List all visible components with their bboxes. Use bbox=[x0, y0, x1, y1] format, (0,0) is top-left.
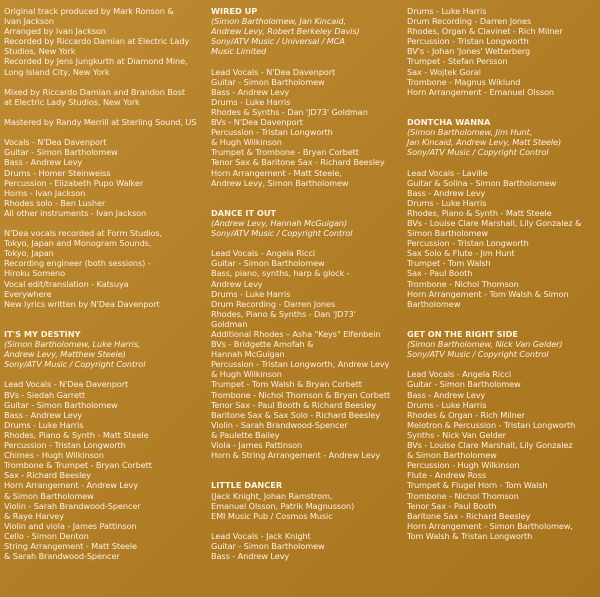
track-title: DANCE IT OUT bbox=[211, 207, 277, 218]
credit-line: Recorded by Jens Jungkurth at Diamond Mine, bbox=[4, 56, 188, 67]
writer-publisher-line: (Simon Bartholomew, Jan Kincaid, bbox=[211, 16, 346, 27]
credit-line: Cello - Simon Denton bbox=[4, 530, 89, 541]
line-spacer bbox=[211, 521, 403, 531]
credit-line: Tokyo, Japan bbox=[4, 248, 54, 259]
credit-line: Horn Arrangement - Tom Walsh & Simon bbox=[407, 288, 569, 299]
credit-line: & Raye Harvey bbox=[4, 510, 64, 521]
credit-line: Violin - Sarah Brandwood-Spencer bbox=[4, 500, 141, 511]
credit-line: Sax - Richard Beesley bbox=[4, 470, 91, 481]
credit-line: Horn Arrangement - Emanuel Olsson bbox=[407, 86, 554, 97]
line-spacer bbox=[407, 97, 597, 107]
writer-publisher-line: Jan Kincaid, Andrew Levy, Matt Steele) bbox=[407, 137, 562, 148]
credit-line: Rhodes, Piano & Synth - Matt Steele bbox=[4, 429, 149, 440]
credit-line: Sax - Paul Booth bbox=[407, 268, 473, 279]
track-title: IT'S MY DESTINY bbox=[4, 329, 81, 339]
credit-line: Horn Arrangement - Simon Bartholomew, bbox=[407, 520, 573, 531]
credit-line: Rhodes, Piano & Synth - Matt Steele bbox=[407, 207, 552, 218]
track-title: WIRED UP bbox=[211, 6, 258, 16]
credit-line: Rhodes solo - Ben Lusher bbox=[4, 197, 106, 208]
credit-line: (Jack Knight, Johan Ramstrom, bbox=[211, 490, 333, 501]
credit-line: Bass - Andrew Levy bbox=[4, 157, 83, 168]
line-spacer bbox=[4, 107, 204, 117]
credit-line: Baritone Sax & Sax Solo - Richard Beesley bbox=[211, 409, 380, 420]
credit-line: & Sarah Brandwood-Spencer bbox=[4, 551, 120, 562]
credit-line: Baritone Sax - Richard Beesley bbox=[407, 510, 531, 521]
credit-line: Andrew Levy, Simon Bartholomew bbox=[211, 177, 349, 188]
writer-publisher-line: Music Limited bbox=[211, 46, 267, 57]
credit-line: BVs - Siedah Garrett bbox=[4, 389, 86, 400]
track-title: DONTCHA WANNA bbox=[407, 117, 491, 128]
credit-line: EMI Music Pub / Cosmos Music bbox=[211, 510, 333, 521]
credit-line: Lead Vocals - Jack Knight bbox=[211, 530, 311, 541]
credit-line: Everywhere bbox=[4, 288, 52, 299]
credit-line: Tom Walsh & Tristan Longworth bbox=[407, 530, 533, 541]
credit-line: Trombone - Nichol Thomson bbox=[407, 278, 519, 289]
credit-line: Lead Vocals - N'Dea Davenport bbox=[211, 66, 336, 77]
line-spacer bbox=[211, 198, 403, 208]
line-spacer bbox=[4, 309, 204, 319]
credit-line: BVs - Louise Clare Marshall, Lily Gonzalez & bbox=[407, 217, 582, 228]
credit-line: Guitar - Simon Bartholomew bbox=[211, 258, 325, 269]
credit-line: Bass - Andrew Levy bbox=[407, 389, 486, 400]
credit-line: Trombone & Trumpet - Bryan Corbett bbox=[4, 460, 152, 471]
credit-line: Rhodes, Piano & Synths - Dan 'JD73' bbox=[211, 308, 356, 319]
credit-line: Guitar & Solina - Simon Bartholomew bbox=[407, 177, 557, 188]
credit-line: Percussion - Tristan Longworth bbox=[407, 36, 529, 47]
credit-line: Tenor Sax - Paul Booth & Richard Beesley bbox=[211, 399, 377, 410]
credits-column-left bbox=[4, 6, 204, 561]
credit-line: All other instruments - Ivan Jackson bbox=[4, 207, 147, 218]
credit-line: Recorded by Riccardo Damian at Electric Lady bbox=[4, 36, 190, 47]
credit-line: Lead Vocals - Angela Ricci bbox=[211, 248, 316, 259]
credit-line: Percussion - Tristan Longworth, Andrew Levy bbox=[211, 359, 390, 370]
credit-line: Percussion - Hugh Wilkinson bbox=[407, 460, 520, 471]
credit-line: & Hugh Wilkinson bbox=[211, 137, 282, 148]
credit-line: Long Island City, New York bbox=[4, 66, 110, 77]
credit-line: Drums - Luke Harris bbox=[407, 197, 487, 208]
credit-line: Violin - Sarah Brandwood-Spencer bbox=[211, 419, 348, 430]
credit-line: Drums - Luke Harris bbox=[211, 288, 291, 299]
credit-line: Recording engineer (both sessions) - bbox=[4, 258, 151, 269]
credit-line: Synths - Nick Van Gelder bbox=[407, 429, 506, 440]
credit-line: String Arrangement - Matt Steele bbox=[4, 540, 137, 551]
credit-line: & Simon Bartholomew bbox=[4, 490, 94, 501]
credit-line: Bass, piano, synths, harp & glock - bbox=[211, 268, 350, 279]
credit-line: Rhodes, Organ & Clavinet - Rich Milner bbox=[407, 26, 563, 37]
credit-line: Rhodes & Organ - Rich Milner bbox=[407, 409, 525, 420]
credit-line: Trombone - Magnus Wiklund bbox=[407, 76, 521, 87]
credit-line: Simon Bartholomew bbox=[407, 228, 488, 239]
writer-publisher-line: Andrew Levy, Matthew Steele) bbox=[4, 349, 126, 360]
credit-line: Drum Recording - Darren Jones bbox=[407, 16, 532, 27]
credit-line: Goldman bbox=[211, 318, 248, 329]
credit-line: & Paulette Bailey bbox=[211, 429, 280, 440]
line-spacer bbox=[211, 460, 403, 470]
track-title: LITTLE DANCER bbox=[211, 480, 283, 491]
credit-line: Tenor Sax - Paul Booth bbox=[407, 500, 497, 511]
credit-line: Lead Vocals - Angela Ricci bbox=[407, 369, 512, 380]
credit-line: Percussion - Tristan Longworth bbox=[4, 440, 126, 451]
credit-line: Drum Recording - Darren Jones bbox=[211, 298, 336, 309]
credit-line: Drums - Homer Steinweiss bbox=[4, 167, 111, 178]
writer-publisher-line: Sony/ATV Music / Copyright Control bbox=[407, 349, 549, 360]
credit-line: Flute - Andrew Ross bbox=[407, 470, 487, 481]
credit-line: Drums - Luke Harris bbox=[407, 399, 487, 410]
credit-line: Trombone - Nichol Thomson & Bryan Corbett bbox=[211, 389, 391, 400]
writer-publisher-line: Sony/ATV Music / Copyright Control bbox=[407, 147, 549, 158]
credit-line: BVs - Louise Clare Marshall, Lily Gonzalez bbox=[407, 440, 573, 451]
credit-line: Guitar - Simon Bartholomew bbox=[4, 399, 118, 410]
credit-line: Sax - Wojtek Goral bbox=[407, 66, 481, 77]
credit-line: Percussion - Tristan Longworth bbox=[407, 238, 529, 249]
credit-line: Tokyo, Japan and Monogram Sounds, bbox=[4, 238, 152, 249]
credit-line: Trumpet - Tom Walsh bbox=[407, 258, 491, 269]
credit-line: Drums - Luke Harris bbox=[211, 96, 291, 107]
line-spacer bbox=[4, 319, 204, 329]
credit-line: Drums - Luke Harris bbox=[407, 6, 487, 16]
line-spacer bbox=[211, 56, 403, 66]
credit-line: Sax Solo & Flute - Jim Hunt bbox=[407, 248, 515, 259]
credit-line: New lyrics written by N'Dea Davenport bbox=[4, 298, 160, 309]
credit-line: & Simon Bartholomew bbox=[407, 450, 497, 461]
credit-line: Percussion - Elizabeth Pupo Walker bbox=[4, 177, 144, 188]
credit-line: Bass - Andrew Levy bbox=[211, 86, 290, 97]
credit-line: Guitar - Simon Bartholomew bbox=[4, 147, 118, 158]
credit-line: Lead Vocals - Laville bbox=[407, 167, 488, 178]
line-spacer bbox=[211, 188, 403, 198]
credit-line: Bass - Andrew Levy bbox=[4, 409, 83, 420]
credit-line: Rhodes & Synths - Dan 'JD73' Goldman bbox=[211, 106, 368, 117]
credit-line: Trombone - Nichol Thomson bbox=[407, 490, 519, 501]
credit-line: Hannah McGuigan bbox=[211, 349, 285, 360]
credit-line: Arranged by Ivan Jackson bbox=[4, 26, 106, 37]
credit-line: Trumpet - Stefan Persson bbox=[407, 56, 508, 67]
credit-line: Trumpet & Trombone - Bryan Corbett bbox=[211, 147, 359, 158]
credit-line: Drums - Luke Harris bbox=[4, 419, 84, 430]
credit-line: N'Dea vocals recorded at Form Studios, bbox=[4, 228, 163, 239]
credits-column-right bbox=[407, 6, 597, 541]
credit-line: Ivan Jackson bbox=[4, 16, 55, 27]
credit-line: Studios, New York bbox=[4, 46, 76, 57]
credit-line: at Electric Lady Studios, New York bbox=[4, 96, 140, 107]
credit-line: Mastered by Randy Merrill at Sterling Sound, US bbox=[4, 117, 197, 128]
line-spacer bbox=[407, 359, 597, 369]
writer-publisher-line: Sony/ATV Music / Copyright Control bbox=[4, 359, 146, 370]
credit-line: Emanuel Olsson, Patrik Magnusson) bbox=[211, 500, 355, 511]
line-spacer bbox=[211, 238, 403, 248]
writer-publisher-line: (Simon Bartholomew, Jim Hunt, bbox=[407, 127, 533, 138]
credit-line: Bass - Andrew Levy bbox=[211, 551, 290, 562]
line-spacer bbox=[407, 157, 597, 167]
credit-line: Tenor Sax & Baritone Sax - Richard Beesley bbox=[211, 157, 385, 168]
line-spacer bbox=[407, 107, 597, 117]
credit-line: BVs - N'Dea Davenport bbox=[211, 117, 303, 128]
writer-publisher-line: Sony/ATV Music / Copyright Control bbox=[211, 228, 353, 239]
writer-publisher-line: (Simon Bartholomew, Luke Harris, bbox=[4, 339, 141, 350]
credit-line: Trumpet - Tom Walsh & Bryan Corbett bbox=[211, 379, 362, 390]
credit-line: Guitar - Simon Bartholomew bbox=[407, 379, 521, 390]
credit-line: BV's - Johan 'Jones' Wetterberg bbox=[407, 46, 531, 57]
credit-line: Bass - Andrew Levy bbox=[407, 187, 486, 198]
credit-line: Additional Rhodes – Asha "Keys" Elfenbein bbox=[211, 329, 381, 339]
writer-publisher-line: Andrew Levy, Robert Berkeley Davis) bbox=[211, 26, 360, 37]
credit-line: Trumpet & Flugel Horn - Tom Walsh bbox=[407, 480, 548, 491]
credit-line: Horns - Ivan Jackson bbox=[4, 187, 86, 198]
credit-line: Violin and viola - James Pattinson bbox=[4, 520, 137, 531]
line-spacer bbox=[4, 127, 204, 137]
line-spacer bbox=[4, 369, 204, 379]
credit-line: BVs - Bridgette Amofah & bbox=[211, 339, 314, 350]
credit-line: Vocal edit/translation - Katsuya bbox=[4, 278, 129, 289]
line-spacer bbox=[4, 218, 204, 228]
credit-line: Horn Arrangement - Andrew Levy bbox=[4, 480, 139, 491]
credit-line: Andrew Levy bbox=[211, 278, 263, 289]
credit-line: Melotron & Percussion - Tristan Longworth bbox=[407, 419, 576, 430]
credit-line: Guitar - Simon Bartholomew bbox=[211, 76, 325, 87]
credit-line: Horn & String Arrangement - Andrew Levy bbox=[211, 450, 381, 461]
credit-line: Lead Vocals - N'Dea Davenport bbox=[4, 379, 129, 390]
credit-line: Guitar - Simon Bartholomew bbox=[211, 540, 325, 551]
credit-line: Percussion - Tristan Longworth bbox=[211, 127, 333, 138]
line-spacer bbox=[4, 77, 204, 87]
credit-line: & Hugh Wilkinson bbox=[211, 369, 282, 380]
credit-line: Original track produced by Mark Ronson & bbox=[4, 6, 174, 16]
credit-line: Vocals - N'Dea Davenport bbox=[4, 137, 107, 148]
writer-publisher-line: (Simon Bartholomew, Nick Van Gelder) bbox=[407, 339, 563, 350]
credit-line: Horn Arrangement - Matt Steele, bbox=[211, 167, 342, 178]
line-spacer bbox=[407, 309, 597, 319]
track-title: GET ON THE RIGHT SIDE bbox=[407, 329, 518, 339]
credit-line: Hiroku Someno bbox=[4, 268, 66, 279]
line-spacer bbox=[407, 319, 597, 329]
credit-line: Viola - James Pattinson bbox=[211, 440, 303, 451]
writer-publisher-line: Sony/ATV Music / Universal / MCA bbox=[211, 36, 345, 47]
writer-publisher-line: (Andrew Levy, Hannah McGuigan) bbox=[211, 217, 348, 228]
line-spacer bbox=[211, 470, 403, 480]
credit-line: Chimes - Hugh Wilkinson bbox=[4, 450, 104, 461]
credit-line: Mixed by Riccardo Damian and Brandon Bost bbox=[4, 86, 186, 97]
credits-column-middle bbox=[211, 6, 403, 561]
credit-line: Bartholomew bbox=[407, 298, 461, 309]
